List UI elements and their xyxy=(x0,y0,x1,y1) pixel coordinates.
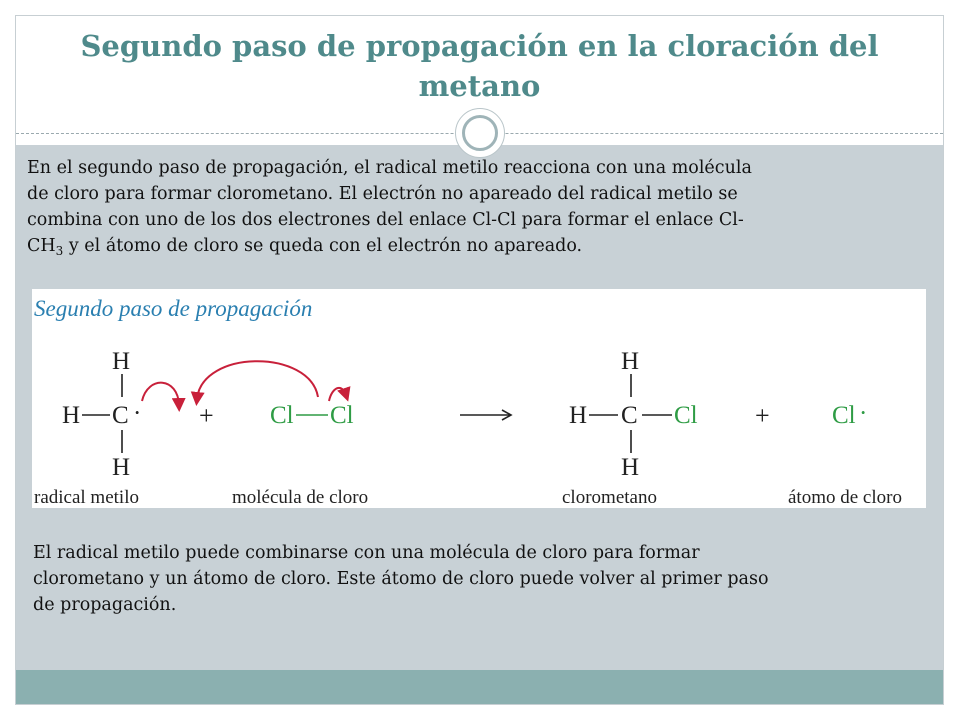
caption-atom: átomo de cloro xyxy=(788,487,902,508)
atom-h-left: H xyxy=(62,402,81,429)
radical-dot: · xyxy=(133,400,142,427)
divider-circle-ornament xyxy=(455,108,505,158)
atom-cl-product: Cl xyxy=(832,402,856,429)
ch3-text: CH xyxy=(27,236,56,256)
plus-sign-left: + xyxy=(199,401,214,430)
electron-arrow-center xyxy=(197,361,318,399)
conclusion-line: clorometano y un átomo de cloro. Este átomo de cloro puede volver al primer paso xyxy=(33,569,769,589)
intro-line: combina con uno de los dos electrones del enlace Cl-Cl para formar el enlace Cl- xyxy=(27,210,744,230)
plus-sign-right: + xyxy=(755,401,770,430)
conclusion-line: de propagación. xyxy=(33,595,177,615)
caption-product: clorometano xyxy=(562,487,657,508)
conclusion-line: El radical metilo puede combinarse con una molécula de cloro para formar xyxy=(33,543,700,563)
caption-radical: radical metilo xyxy=(34,487,139,508)
intro-paragraph xyxy=(27,155,897,260)
atom-c: C xyxy=(112,402,129,429)
atom-h-top: H xyxy=(112,348,131,375)
atom-h-bottom: H xyxy=(112,454,131,481)
caption-molecule: molécula de cloro xyxy=(232,487,369,508)
atom-cl-left: Cl xyxy=(270,402,294,429)
reaction-diagram xyxy=(32,289,926,508)
diagram-heading: Segundo paso de propagación xyxy=(34,296,313,321)
intro-line: de cloro para formar clorometano. El electrón no apareado del radical metilo se xyxy=(27,184,738,204)
reaction-svg xyxy=(32,289,926,508)
intro-line: En el segundo paso de propagación, el radical metilo reacciona con una molécula xyxy=(27,158,752,178)
atom-h-left: H xyxy=(569,402,588,429)
radical-dot-cl: · xyxy=(859,400,868,427)
atom-h-top: H xyxy=(621,348,640,375)
divider-circle-inner xyxy=(462,115,498,151)
conclusion-paragraph xyxy=(33,540,913,618)
atom-h-bottom: H xyxy=(621,454,640,481)
footer-band xyxy=(16,670,943,704)
atom-cl-right: Cl xyxy=(330,402,354,429)
slide-title: Segundo paso de propagación en la cloración del metano xyxy=(80,29,879,103)
electron-arrow-right xyxy=(329,388,346,401)
intro-line-end: y el átomo de cloro se queda con el electrón no apareado. xyxy=(63,236,583,256)
ch3-subscript: 3 xyxy=(55,244,64,258)
atom-c: C xyxy=(621,402,638,429)
atom-cl: Cl xyxy=(674,402,698,429)
intro-line xyxy=(27,233,897,260)
electron-arrow-left xyxy=(142,383,179,405)
